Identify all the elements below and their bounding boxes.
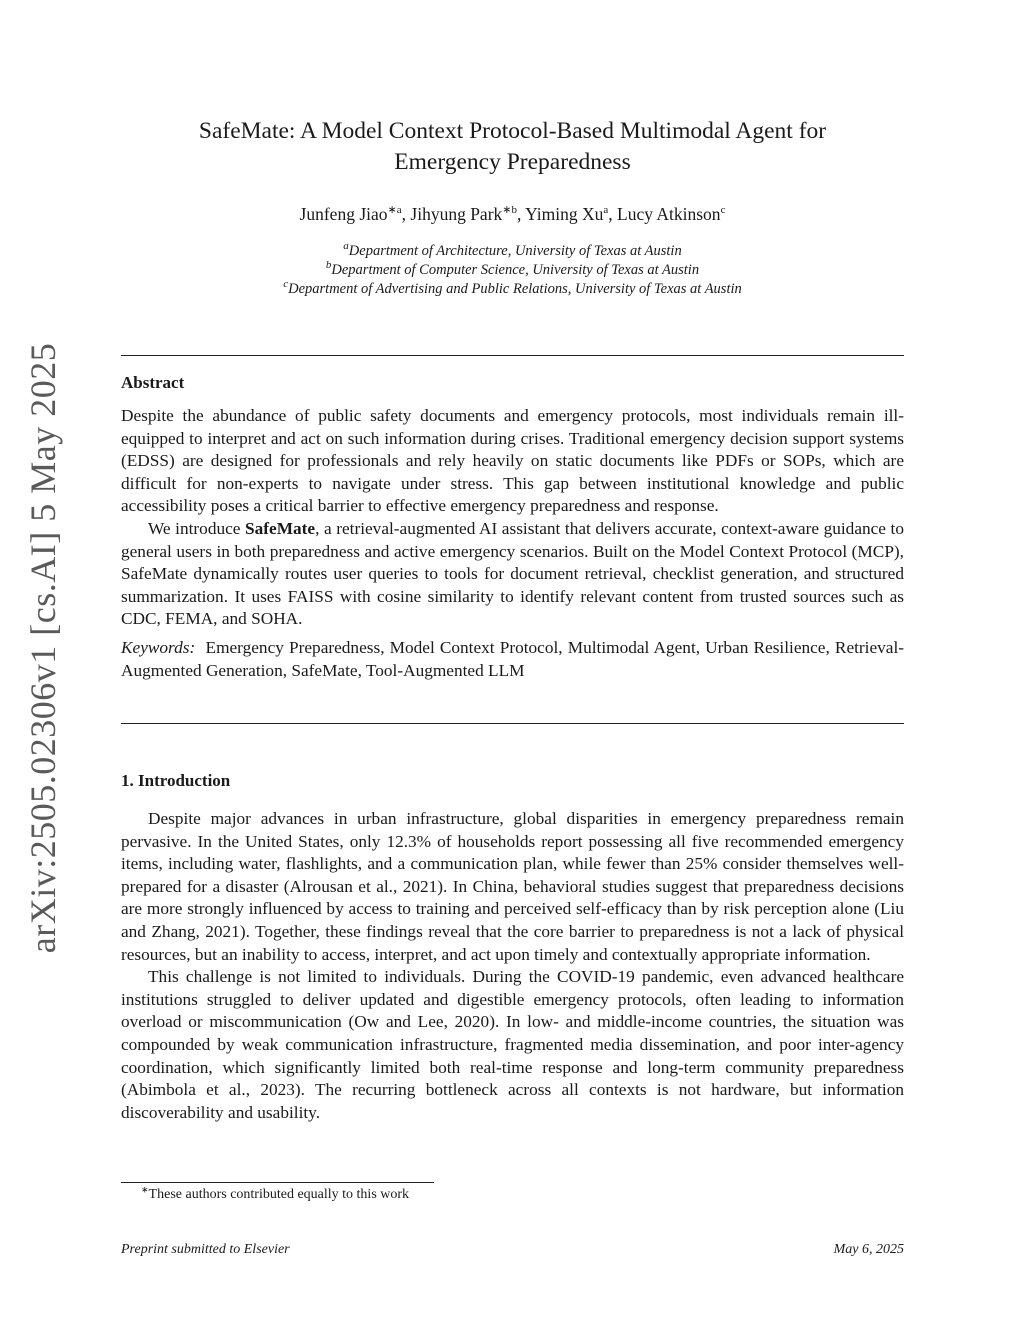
abstract-heading: Abstract bbox=[121, 373, 185, 392]
author-mark: c bbox=[720, 204, 726, 217]
author-mark: a bbox=[603, 204, 609, 217]
author-name: Junfeng Jiao bbox=[299, 204, 388, 224]
affiliation-text: Department of Architecture, University of Texas at Austin bbox=[348, 243, 682, 259]
affiliation-text: Department of Computer Science, University of Texas at Austin bbox=[331, 262, 700, 278]
keywords bbox=[121, 637, 904, 682]
affiliation-mark: a bbox=[343, 240, 349, 253]
author-name: Jihyung Park bbox=[410, 204, 503, 224]
author-name: Yiming Xu bbox=[525, 204, 604, 224]
title-line-1: SafeMate: A Model Context Protocol-Based Multimodal Agent for bbox=[198, 118, 827, 144]
affiliation-mark: c bbox=[283, 278, 289, 291]
affiliation-b bbox=[121, 261, 904, 280]
footnote-mark: ∗ bbox=[141, 1184, 149, 1195]
intro-paragraph-2: This challenge is not limited to individuals. During the COVID-19 pandemic, even advanced healthcare institutions struggled to deliver updated and digestible emergency protocols, often leading to information overload or miscommunication (Ow and Lee, 2020). In low- and middle-income countries, the situation was compounded by weak communication infrastructure, fragmented media dissemination, and poor inter-agency coordination, which significantly limited both real-time response and long-term community preparedness (Abimbola et al., 2023). The recurring bottleneck across all contexts is not hardware, but information discoverability and usability. bbox=[121, 967, 904, 1122]
footnote-rule bbox=[121, 1182, 434, 1183]
paper-title bbox=[121, 116, 904, 178]
affiliation-a bbox=[121, 242, 904, 261]
introduction-body bbox=[121, 808, 904, 1124]
arxiv-identifier-stamp: arXiv:2505.02306v1 [cs.AI] 5 May 2025 bbox=[23, 342, 63, 954]
abstract-top-rule bbox=[121, 355, 904, 356]
title-line-2: Emergency Preparedness bbox=[394, 149, 631, 175]
abstract-body bbox=[121, 405, 904, 682]
abstract-p2-prefix: We introduce bbox=[148, 518, 246, 538]
abstract-p2-rest: , a retrieval-augmented AI assistant that delivers accurate, context-aware guidance to general users in both preparedness and active emergency scenarios. Built on the Model Context Protocol (MCP), SafeMate dynamically routes user queries to tools for document retrieval, checklist generation, and structured summarization. It uses FAISS with cosine similarity to identify relevant content from trusted sources such as CDC, FEMA, and SOHA. bbox=[121, 518, 904, 629]
affiliation-c bbox=[121, 280, 904, 299]
author-mark: ∗b bbox=[502, 204, 517, 217]
abstract-bottom-rule bbox=[121, 723, 904, 724]
affiliation-mark: b bbox=[325, 259, 332, 272]
author-mark: ∗a bbox=[387, 204, 402, 217]
section-heading: 1. Introduction bbox=[121, 771, 231, 790]
footnote-text: These authors contributed equally to this work bbox=[148, 1187, 410, 1202]
abstract-paragraph-2 bbox=[121, 518, 904, 631]
intro-paragraph-1: Despite major advances in urban infrastructure, global disparities in emergency preparedness remain pervasive. In the United States, only 12.3% of households report possessing all five recommended emergency items, including water, flashlights, and a communication plan, while fewer than 25% consider themselves well-prepared for a disaster (Alrousan et al., 2021). In China, behavioral studies suggest that preparedness decisions are more strongly influenced by access to training and perceived self-efficacy than by risk perception alone (Liu and Zhang, 2021). Together, these findings reveal that the core barrier to preparedness is not a lack of physical resources, but an inability to access, interpret, and act upon timely and contextually appropriate information. bbox=[121, 809, 904, 964]
author-list: Junfeng Jiao$^{∗a}$, Jihyung Park$^{∗b}$, Yiming Xu$^a$, Lucy Atkinson$^c$ bbox=[299, 204, 726, 224]
keywords-label: Keywords: bbox=[121, 637, 196, 657]
footnote bbox=[141, 1184, 410, 1203]
system-name: SafeMate bbox=[245, 518, 316, 538]
footer-date: May 6, 2025 bbox=[833, 1242, 904, 1257]
affiliation-text: Department of Advertising and Public Relations, University of Texas at Austin bbox=[288, 281, 742, 297]
keywords-text: Emergency Preparedness, Model Context Protocol, Multimodal Agent, Urban Resilience, Retrieval-Augmented Generation, SafeMate, Tool-Augmented LLM bbox=[121, 637, 905, 680]
footer-preprint-note: Preprint submitted to Elsevier bbox=[121, 1242, 290, 1257]
abstract-paragraph-1: Despite the abundance of public safety documents and emergency protocols, most individuals remain ill-equipped to interpret and act on such information during crises. Traditional emergency decision support systems (EDSS) are designed for professionals and rely heavily on static documents like PDFs or SOPs, which are difficult for non-experts to navigate under stress. This gap between institutional knowledge and public accessibility poses a critical barrier to effective emergency preparedness and response. bbox=[121, 406, 904, 516]
affiliation-list bbox=[121, 242, 904, 299]
author-name: Lucy Atkinson bbox=[617, 204, 721, 224]
